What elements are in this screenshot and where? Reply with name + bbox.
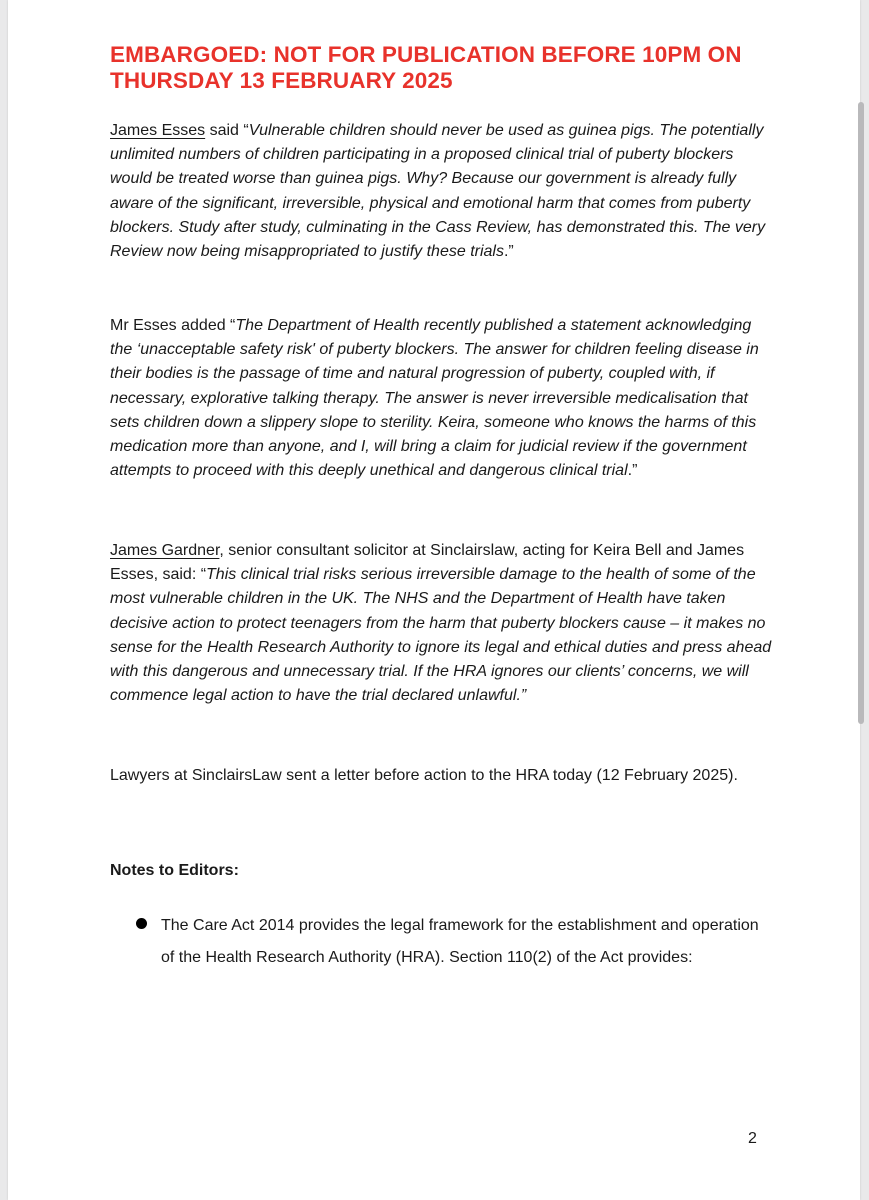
para1-quote: Vulnerable children should never be used as guinea pigs. The potentially unlimited numbers of children participating in a proposed clinical trial of puberty blockers would be treated worse than guinea pigs. Why? Because our government is already fully aware of the significant, irreversible, physical and emotional harm that comes from puberty blockers. Study after study, culminating in the Cass Review, has demonstrated this. The very Review now being misappropriated to justify these trials: [110, 122, 766, 261]
care-act-bullet-item: The Care Act 2014 provides the legal framework for the establishment and operation of the Health Research Authority (HRA). Section 110(2) of the Act provides:: [161, 917, 759, 966]
bullet-icon: [136, 918, 147, 929]
page-number: 2: [748, 1130, 757, 1147]
speaker-name-james-esses: James Esses: [110, 122, 206, 139]
esses-quote-paragraph: [110, 119, 775, 264]
para1-tail: .”: [503, 243, 514, 261]
para1-lead: said “: [205, 122, 249, 139]
embargo-headline: EMBARGOED: NOT FOR PUBLICATION BEFORE 10PM ON THURSDAY 13 FEBRUARY 2025: [110, 42, 742, 93]
notes-to-editors-heading: Notes to Editors:: [110, 862, 239, 879]
esses-added-paragraph: [110, 314, 775, 483]
speaker-name-james-gardner: James Gardner: [110, 542, 220, 559]
para3-lead: , senior consultant solicitor at Sinclairslaw, acting for Keira Bell and James Esses, said: “: [110, 542, 745, 584]
para3-quote: This clinical trial risks serious irreversible damage to the health of some of the most vulnerable children in the UK. The NHS and the Department of Health have taken decisive action to protect teenagers from the harm that puberty blockers cause – it makes no sense for the Health Research Authority to ignore its legal and ethical duties and press ahead with this dangerous and unnecessary trial. If the HRA ignores our clients’ concerns, we will commence legal action to have the trial declared unlawful.”: [110, 566, 772, 705]
para2-quote: The Department of Health recently published a statement acknowledging the ‘unacceptable safety risk' of puberty blockers. The answer for children feeling disease in their bodies is the passage of time and natural progression of puberty, coupled with, if necessary, explorative talking therapy. The answer is never irreversible medicalisation that sets children down a slippery slope to sterility. Keira, someone who knows the harms of this medication more than anyone, and I, will bring a claim for judicial review if the government attempts to proceed with this deeply unethical and dangerous clinical trial: [110, 317, 759, 480]
para2-lead: Mr Esses added “: [110, 317, 236, 334]
document-page: [8, 0, 860, 1200]
para2-tail: .”: [627, 462, 638, 480]
vertical-scrollbar[interactable]: [858, 102, 864, 724]
gardner-quote-paragraph: [110, 539, 775, 708]
letter-before-action-paragraph: Lawyers at SinclairsLaw sent a letter before action to the HRA today (12 February 2025).: [110, 767, 738, 784]
